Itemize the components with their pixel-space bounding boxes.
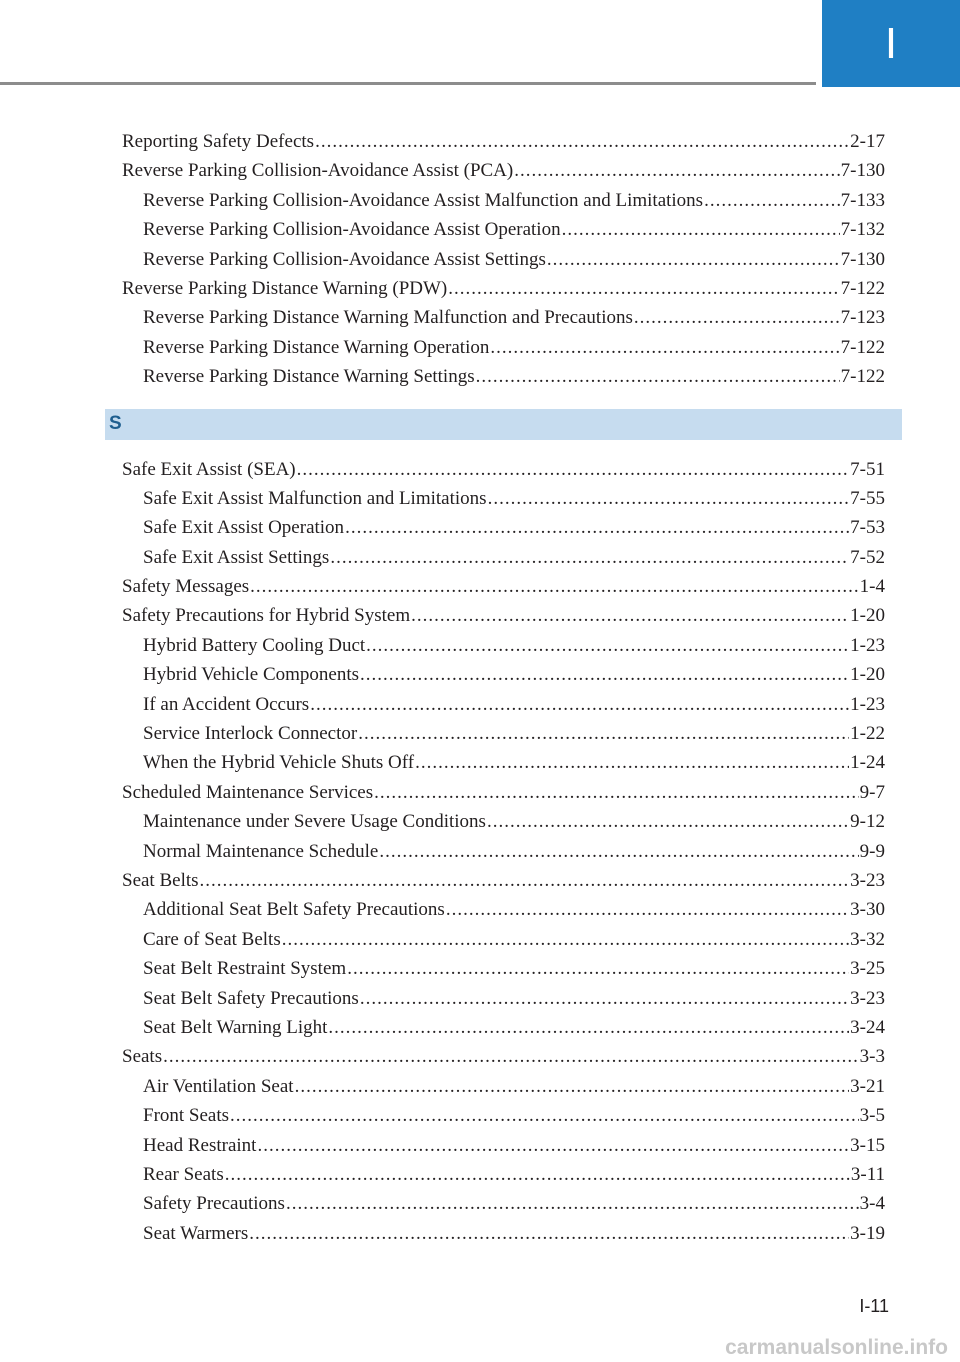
index-subentry[interactable] xyxy=(122,925,885,954)
entry-page: 3-19 xyxy=(850,1222,885,1244)
index-subentry[interactable] xyxy=(122,1189,885,1218)
index-subentry[interactable] xyxy=(122,1072,885,1101)
entry-label: Safe Exit Assist (SEA) xyxy=(122,458,296,480)
index-entry[interactable] xyxy=(122,601,885,630)
entry-page: 3-24 xyxy=(850,1016,885,1038)
entry-page: 9-9 xyxy=(859,840,885,862)
entry-page: 1-4 xyxy=(859,576,885,598)
section-letter: I xyxy=(884,18,898,68)
entry-label: Hybrid Battery Cooling Duct xyxy=(143,634,366,656)
dot-leader xyxy=(514,156,839,185)
entry-label: Reverse Parking Collision-Avoidance Assist Settings xyxy=(143,248,546,270)
dot-leader xyxy=(330,543,849,572)
index-subentry[interactable] xyxy=(122,895,885,924)
entry-label: Air Ventilation Seat xyxy=(143,1075,294,1097)
dot-leader xyxy=(487,807,849,836)
dot-leader xyxy=(230,1101,859,1130)
dot-leader xyxy=(200,866,850,895)
entry-label: Normal Maintenance Schedule xyxy=(143,840,379,862)
entry-label: Seat Belt Restraint System xyxy=(143,958,347,980)
index-subentry[interactable] xyxy=(122,215,885,244)
entry-label: When the Hybrid Vehicle Shuts Off xyxy=(143,752,415,774)
index-entry[interactable] xyxy=(122,778,885,807)
entry-page: 7-52 xyxy=(850,546,885,568)
entry-label: Reverse Parking Distance Warning (PDW) xyxy=(122,277,448,299)
index-subentry[interactable] xyxy=(122,513,885,542)
entry-label: Safety Messages xyxy=(122,576,250,598)
index-subentry[interactable] xyxy=(122,631,885,660)
entry-page: 3-25 xyxy=(850,958,885,980)
entry-label: Seat Warmers xyxy=(143,1222,249,1244)
dot-leader xyxy=(328,1013,849,1042)
entry-label: Care of Seat Belts xyxy=(143,928,281,950)
dot-leader xyxy=(225,1160,850,1189)
entry-page: 3-5 xyxy=(859,1105,885,1127)
entry-page: 3-3 xyxy=(859,1046,885,1068)
index-subentry[interactable] xyxy=(122,954,885,983)
entry-page: 7-122 xyxy=(840,277,885,299)
dot-leader xyxy=(163,1042,859,1071)
dot-leader xyxy=(282,925,849,954)
entry-label: Safety Precautions for Hybrid System xyxy=(122,605,411,627)
entry-label: Reverse Parking Collision-Avoidance Assist Malfunction and Limitations xyxy=(143,189,704,211)
letter-heading-text: S xyxy=(109,413,122,435)
index-subentry[interactable] xyxy=(122,484,885,513)
entry-page: 3-23 xyxy=(850,869,885,891)
entry-page: 1-20 xyxy=(850,605,885,627)
dot-leader xyxy=(490,333,839,362)
dot-leader xyxy=(411,601,849,630)
entry-label: Reverse Parking Distance Warning Malfunction and Precautions xyxy=(143,307,633,329)
entry-label: Seats xyxy=(122,1046,163,1068)
entry-page: 7-133 xyxy=(840,189,885,211)
dot-leader xyxy=(562,215,840,244)
entry-page: 3-23 xyxy=(850,987,885,1009)
index-entry[interactable] xyxy=(122,866,885,895)
dot-leader xyxy=(286,1189,859,1218)
dot-leader xyxy=(257,1131,849,1160)
entry-page: 9-12 xyxy=(850,811,885,833)
entry-label: Seat Belts xyxy=(122,869,199,891)
entry-label: Reverse Parking Distance Warning Operation xyxy=(143,336,490,358)
dot-leader xyxy=(488,484,850,513)
dot-leader xyxy=(366,631,849,660)
entry-label: Reverse Parking Collision-Avoidance Assist (PCA) xyxy=(122,160,514,182)
entry-page: 7-122 xyxy=(840,336,885,358)
index-subentry[interactable] xyxy=(122,362,885,391)
index-subentry[interactable] xyxy=(122,1131,885,1160)
entry-page: 3-15 xyxy=(850,1134,885,1156)
entry-label: If an Accident Occurs xyxy=(143,693,310,715)
entry-label: Safety Precautions xyxy=(143,1193,285,1215)
index-subentry[interactable] xyxy=(122,333,885,362)
entry-page: 7-130 xyxy=(840,248,885,270)
entry-label: Reverse Parking Distance Warning Settings xyxy=(143,366,475,388)
dot-leader xyxy=(379,837,858,866)
index-subentry[interactable] xyxy=(122,245,885,274)
entry-page: 3-21 xyxy=(850,1075,885,1097)
entry-label: Safe Exit Assist Operation xyxy=(143,517,345,539)
dot-leader xyxy=(360,660,849,689)
entry-page: 7-53 xyxy=(850,517,885,539)
index-subentry[interactable] xyxy=(122,807,885,836)
entry-page: 1-24 xyxy=(850,752,885,774)
dot-leader xyxy=(704,186,840,215)
entry-page: 7-51 xyxy=(850,458,885,480)
entry-page: 7-132 xyxy=(840,219,885,241)
dot-leader xyxy=(249,1219,849,1248)
entry-label: Safe Exit Assist Malfunction and Limitations xyxy=(143,487,487,509)
index-subentry[interactable] xyxy=(122,719,885,748)
entry-page: 7-122 xyxy=(840,366,885,388)
dot-leader xyxy=(250,572,859,601)
entry-label: Service Interlock Connector xyxy=(143,723,358,745)
index-subentry[interactable] xyxy=(122,660,885,689)
index-subentry[interactable] xyxy=(122,1219,885,1248)
index-subentry[interactable] xyxy=(122,1101,885,1130)
index-entry[interactable] xyxy=(122,572,885,601)
dot-leader xyxy=(360,984,849,1013)
dot-leader xyxy=(347,954,849,983)
entry-label: Seat Belt Safety Precautions xyxy=(143,987,359,1009)
index-subentry[interactable] xyxy=(122,1160,885,1189)
entry-page: 1-22 xyxy=(850,723,885,745)
index-subentry[interactable] xyxy=(122,303,885,332)
entry-page: 1-23 xyxy=(850,693,885,715)
index-subentry[interactable] xyxy=(122,984,885,1013)
entry-page: 3-30 xyxy=(850,899,885,921)
index-content xyxy=(109,127,885,1248)
index-subentry[interactable] xyxy=(122,1013,885,1042)
entry-label: Additional Seat Belt Safety Precautions xyxy=(143,899,445,921)
index-group-s xyxy=(122,455,885,1249)
index-subentry[interactable] xyxy=(122,186,885,215)
dot-leader xyxy=(345,513,849,542)
entry-label: Reverse Parking Collision-Avoidance Assist Operation xyxy=(143,219,561,241)
entry-label: Scheduled Maintenance Services xyxy=(122,781,374,803)
section-tab xyxy=(822,0,960,87)
index-subentry[interactable] xyxy=(122,543,885,572)
entry-page: 3-32 xyxy=(850,928,885,950)
dot-leader xyxy=(315,127,849,156)
entry-label: Reporting Safety Defects xyxy=(122,131,315,152)
entry-label: Rear Seats xyxy=(143,1163,224,1185)
dot-leader xyxy=(295,1072,850,1101)
dot-leader xyxy=(634,303,840,332)
entry-page: 3-4 xyxy=(859,1193,885,1215)
entry-page: 3-11 xyxy=(850,1163,885,1185)
dot-leader xyxy=(310,690,849,719)
index-subentry[interactable] xyxy=(122,837,885,866)
index-entry[interactable] xyxy=(122,274,885,303)
entry-label: Hybrid Vehicle Components xyxy=(143,664,360,686)
dot-leader xyxy=(446,895,849,924)
index-entry[interactable] xyxy=(122,455,885,484)
letter-heading-s xyxy=(105,409,902,440)
dot-leader xyxy=(297,455,850,484)
index-entry[interactable] xyxy=(122,1042,885,1071)
entry-page: 1-23 xyxy=(850,634,885,656)
entry-label: Safe Exit Assist Settings xyxy=(143,546,330,568)
dot-leader xyxy=(448,274,839,303)
entry-label: Seat Belt Warning Light xyxy=(143,1016,328,1038)
index-group-r xyxy=(122,127,885,392)
dot-leader xyxy=(547,245,840,274)
index-entry[interactable] xyxy=(122,156,885,185)
dot-leader xyxy=(374,778,859,807)
index-entry[interactable] xyxy=(122,127,885,156)
entry-page: 7-130 xyxy=(840,160,885,182)
entry-page: 7-55 xyxy=(850,487,885,509)
entry-label: Maintenance under Severe Usage Conditions xyxy=(143,811,486,833)
entry-page: 7-123 xyxy=(840,307,885,329)
header-rule xyxy=(0,82,816,85)
entry-label: Head Restraint xyxy=(143,1134,257,1156)
dot-leader xyxy=(476,362,840,391)
entry-label: Front Seats xyxy=(143,1105,230,1127)
entry-page: 2-17 xyxy=(850,131,885,152)
entry-page: 1-20 xyxy=(850,664,885,686)
entry-page: 9-7 xyxy=(859,781,885,803)
index-subentry[interactable] xyxy=(122,748,885,777)
dot-leader xyxy=(358,719,849,748)
page-number: I-11 xyxy=(859,1296,889,1316)
dot-leader xyxy=(415,748,849,777)
index-subentry[interactable] xyxy=(122,690,885,719)
watermark: carmanualsonline.info xyxy=(725,1336,948,1359)
